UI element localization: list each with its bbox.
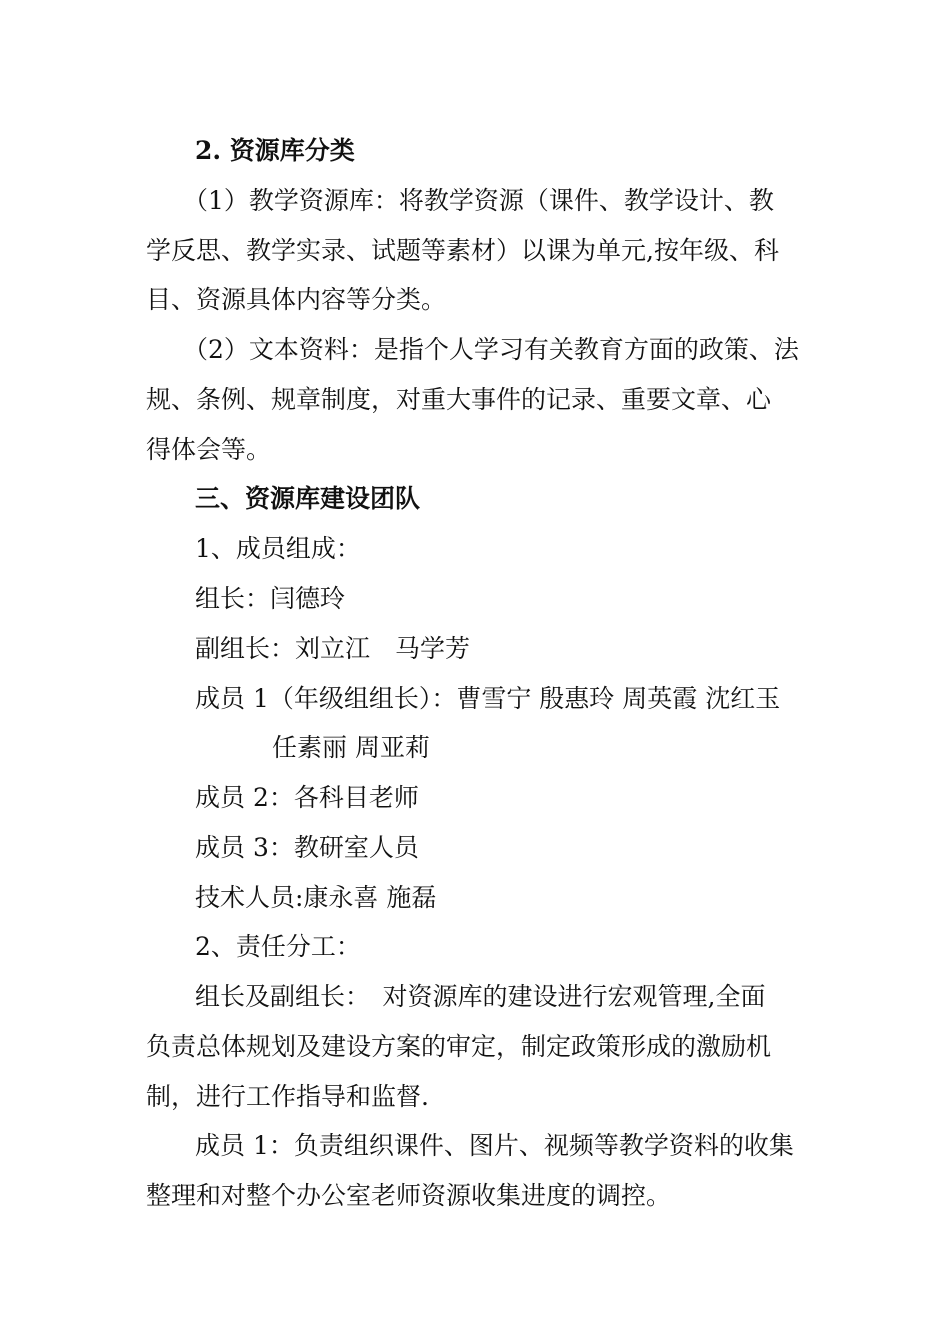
team-member-1: 成员 1（年级组组长）：曹雪宁 殷惠玲 周英霞 沈红玉 (195, 684, 781, 713)
paragraph-line: 规、条例、规章制度，对重大事件的记录、重要文章、心 (146, 385, 772, 414)
paragraph-line: 组长及副组长： 对资源库的建设进行宏观管理,全面 (195, 982, 766, 1011)
team-vice-leader: 副组长：刘立江 马学芳 (195, 634, 471, 663)
team-member-3: 成员 3：教研室人员 (195, 833, 419, 862)
team-member-1-cont: 任素丽 周亚莉 (272, 733, 430, 762)
paragraph-line: （2）文本资料：是指个人学习有关教育方面的政策、法 (183, 335, 799, 364)
section-heading-2: 2. 资源库分类 (195, 136, 355, 165)
paragraph-line: 制，进行工作指导和监督. (146, 1082, 429, 1111)
paragraph-line: 目、资源具体内容等分类。 (146, 285, 447, 314)
subheading: 2、责任分工： (195, 932, 361, 961)
paragraph-line: 得体会等。 (146, 435, 272, 464)
paragraph-line: 负责总体规划及建设方案的审定，制定政策形成的激励机 (146, 1032, 772, 1061)
paragraph-line: 整理和对整个办公室老师资源收集进度的调控。 (146, 1181, 672, 1210)
paragraph-line: 成员 1：负责组织课件、图片、视频等教学资料的收集 (195, 1131, 794, 1160)
tech-staff: 技术人员:康永喜 施磊 (195, 883, 437, 912)
team-leader: 组长：闫德玲 (195, 584, 346, 613)
section-heading-3: 三、资源库建设团队 (195, 484, 421, 513)
subheading: 1、成员组成： (195, 534, 361, 563)
paragraph-line: （1）教学资源库：将教学资源（课件、教学设计、教 (183, 186, 774, 215)
paragraph-line: 学反思、教学实录、试题等素材）以课为单元,按年级、科 (146, 236, 779, 265)
team-member-2: 成员 2：各科目老师 (195, 783, 419, 812)
